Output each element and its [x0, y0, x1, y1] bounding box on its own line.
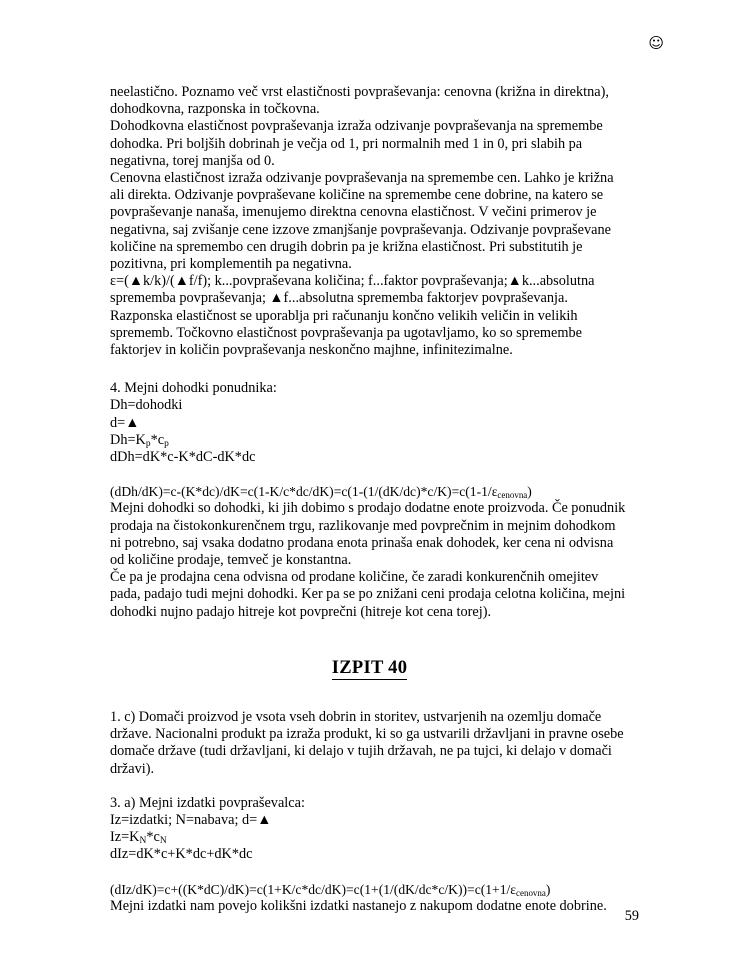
paragraph-income-elasticity: Dohodkovna elastičnost povpraševanja izraža odzivanje povpraševanja na spremembe dohodka. Pri boljših dobrinah je večja od 1, pri normalnih med 1 in 0, pri slabih pa negativna, torej manjša od 0. [110, 118, 603, 169]
formula-iz-sub-n2: N [159, 836, 167, 847]
formula-dh-sub-p2: p [164, 438, 169, 449]
formula-iz-prefix: Iz=K [110, 829, 140, 846]
page-number: 59 [624, 908, 639, 924]
page-content [110, 84, 629, 915]
section-4-title: 4. Mejni dohodki ponudnika: [110, 380, 277, 397]
formula-diz-derivative-text: (dIz/dK)=c+((K*dC)/dK)=c(1+K/c*dc/dK)=c(1+(1/(dK/dc*c/K))=c(1+1/ε [110, 881, 516, 897]
formula-dh-product [110, 432, 629, 449]
paragraph-elasticity-types: neelastično. Poznamo več vrst elastičnosti povpraševanja: cenovna (križna in direktna), dohodkovna, razponska in točkovna. [110, 84, 609, 118]
formula-ddh-derivative-suffix: ) [527, 484, 532, 500]
formula-dh-sub-p1: p [145, 438, 151, 449]
spacer [110, 466, 629, 483]
spacer [110, 864, 629, 881]
exam-heading [110, 657, 629, 679]
formula-ddh-expansion: dDh=dK*c-K*dC-dK*dc [110, 449, 256, 466]
formula-iz-product [110, 829, 629, 846]
smiley-face-icon: ☺ [648, 34, 664, 52]
exam-heading-wrap [110, 657, 629, 679]
formula-diz-expansion: dIz=dK*c+K*dc+dK*dc [110, 846, 253, 863]
formula-d-definition: d=▲ [110, 414, 140, 431]
formula-dh-mid: *c [150, 431, 165, 448]
formula-dh-definition: Dh=dohodki [110, 397, 183, 414]
formula-dh-prefix: Dh=K [110, 431, 146, 448]
exam-heading-text: IZPIT 40 [331, 657, 408, 678]
paragraph-marginal-expenses-closing: Mejni izdatki nam povejo kolikšni izdatki nastanejo z nakupom dodatne enote dobrine. [110, 897, 607, 914]
formula-iz-sub-n1: N [139, 836, 147, 847]
spacer [110, 778, 629, 795]
paragraph-price-elasticity: Cenovna elastičnost izraža odzivanje povpraševanja na spremembe cen. Lahko je križna ali direkta. Odzivanje povpraševane količine na spremembe cene dobrine, na katero se povpraševanje nanaša, imenujemo direktna cenovna elastičnost. V večini primerov je negativna, saj zvišanje cene izzove zmanjšanje povpraševanja. Odzivanje povpraševane količine na spremembo cen drugih dobrin pa je križna elastičnost. Pri substitutih je pozitivna, pri komplementih pa negativna. [110, 170, 614, 273]
formula-diz-derivative-suffix: ) [545, 881, 551, 897]
formula-iz-mid: *c [146, 829, 160, 846]
paragraph-marginal-income-1: Mejni dohodki so dohodki, ki jih dobimo s prodajo dodatne enote proizvoda. Če ponudnik prodaja na čistokonkurenčnem trgu, razlikovanje med povprečnim in mejnim dohodkom ni potrebno, saj vsaka dodatno prodana enota prinaša enak dohodek, ker cena ni odvisna od količine prodaje, temveč je konstantna. [110, 500, 626, 569]
spacer [110, 359, 629, 380]
page-header [0, 0, 750, 78]
formula-diz-derivative-sub: cenovna [516, 887, 546, 898]
question-3-definitions: Iz=izdatki; N=nabava; d=▲ [110, 811, 272, 828]
formula-ddh-derivative-sub: cenovna [497, 490, 528, 501]
paragraph-question-1: 1. c) Domači proizvod je vsota vseh dobrin in storitev, ustvarjenih na ozemlju domače države. Nacionalni produkt pa izraža produkt, ki so ga ustvarili državljani in pravne osebe domače države (tudi državljani, ki delajo v tujih državah, ne pa tujci, ki delajo v domači državi). [110, 708, 624, 777]
formula-diz-derivative [110, 881, 629, 898]
formula-ddh-derivative-text: (dDh/dK)=c-(K*dc)/dK=c(1-K/c*dc/dK)=c(1-(1/(dK/dc)*c/K)=c(1-1/ε [110, 484, 498, 500]
paragraph-elasticity-formula-notes: ε=(▲k/k)/(▲f/f); k...povpraševana količina; f...faktor povpraševanja;▲k...absolutna sprememba povpraševanja; ▲f...absolutna sprememba faktorjev povpraševanja. Razponska elastičnost se uporablja pri računanju končno velikih veličin in velikih sprememb. Točkovno elastičnost povpraševanja pa ugotavljamo, ko so spremembe faktorjev in količin povpraševanja neskončno majhne, infinitezimalne. [110, 273, 595, 359]
question-3-title: 3. a) Mejni izdatki povpraševalca: [110, 794, 305, 811]
paragraph-marginal-income-2: Če pa je prodajna cena odvisna od prodane količine, če zaradi konkurenčnih omejitev pada, padajo tudi mejni dohodki. Ker pa se po znižani ceni prodaja celotna količina, mejni dohodki nujno padajo hitreje kot povprečni (hitreje kot cena torej). [110, 569, 626, 620]
formula-ddh-derivative [110, 483, 629, 500]
